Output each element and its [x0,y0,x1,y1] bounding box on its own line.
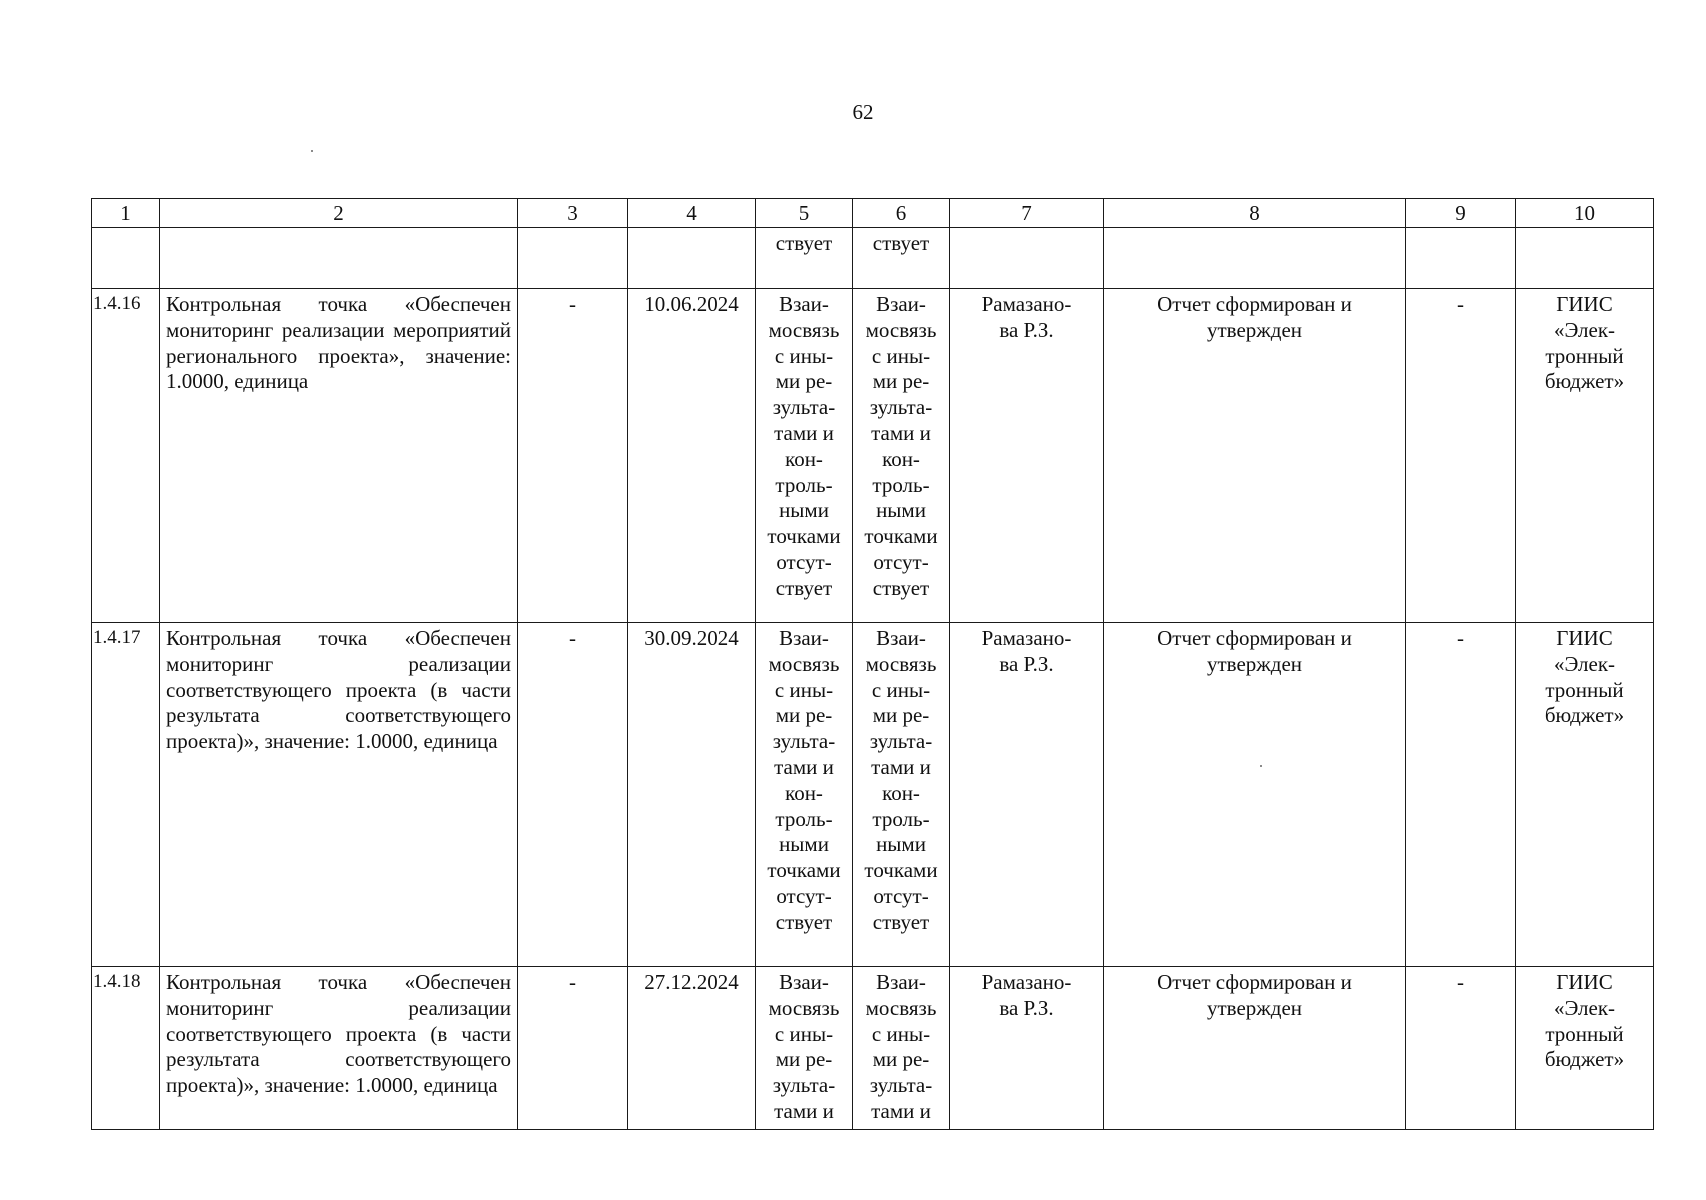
information-system: ГИИС «Элек- тронный бюджет» [1544,626,1625,728]
continuation-text: ствует [775,231,833,255]
plan-table [91,198,1654,1130]
due-date: 27.12.2024 [644,970,739,994]
result-description: Отчет сформирован и утвержден [1157,292,1352,342]
responsible-person: Рамазано- ва Р.З. [981,970,1072,1020]
checkpoint-description: Контрольная точка «Обеспечен мониторинг реализации соответствующего проекта (в части результата соответствующего проекта)», значение: 1.0000, единица [166,626,511,754]
relation-text-col5: Взаи- мосвязь с ины- ми ре- зульта- тами и [768,970,840,1123]
column-3-value: - [569,970,576,994]
column-number: 4 [628,199,756,228]
column-9-value: - [1457,292,1464,316]
checkpoint-description: Контрольная точка «Обеспечен мониторинг реализации соответствующего проекта (в части результата соответствующего проекта)», значение: 1.0000, единица [166,970,511,1098]
column-number-row [92,199,1654,228]
relation-text-col5: Взаи- мосвязь с ины- ми ре- зульта- тами и кон- троль- ными точками отсут- ствует [767,292,841,600]
relation-text-col6: Взаи- мосвязь с ины- ми ре- зульта- тами и [865,970,937,1123]
column-number: 8 [1104,199,1406,228]
row-number: 1.4.17 [93,627,141,648]
relation-text-col6: Взаи- мосвязь с ины- ми ре- зульта- тами и кон- троль- ными точками отсут- ствует [864,626,938,934]
column-9-value: - [1457,970,1464,994]
column-9-value: - [1457,626,1464,650]
checkpoint-description: Контрольная точка «Обеспечен мониторинг реализации мероприятий регионального проекта», значение: 1.0000, единица [166,292,511,394]
relation-text-col6: Взаи- мосвязь с ины- ми ре- зульта- тами и кон- троль- ными точками отсут- ствует [864,292,938,600]
continuation-text: ствует [872,231,930,255]
column-number: 1 [92,199,160,228]
information-system: ГИИС «Элек- тронный бюджет» [1544,970,1625,1072]
due-date: 30.09.2024 [644,626,739,650]
column-number: 2 [160,199,518,228]
relation-text-col5: Взаи- мосвязь с ины- ми ре- зульта- тами и кон- троль- ными точками отсут- ствует [767,626,841,934]
column-number: 3 [518,199,628,228]
column-3-value: - [569,292,576,316]
column-number: 10 [1516,199,1654,228]
column-number: 6 [853,199,950,228]
responsible-person: Рамазано- ва Р.З. [981,292,1072,342]
column-number: 7 [950,199,1104,228]
row-number: 1.4.18 [93,971,141,992]
table-row [92,623,1654,967]
continuation-row [92,228,1654,289]
column-number: 5 [756,199,853,228]
table-row [92,967,1654,1130]
result-description: Отчет сформирован и утвержден [1157,626,1352,676]
table-row [92,289,1654,623]
row-number: 1.4.16 [93,293,141,314]
result-description: Отчет сформирован и утвержден [1157,970,1352,1020]
page-number: 62 [852,100,874,124]
responsible-person: Рамазано- ва Р.З. [981,626,1072,676]
information-system: ГИИС «Элек- тронный бюджет» [1544,292,1625,394]
due-date: 10.06.2024 [644,292,739,316]
column-3-value: - [569,626,576,650]
scan-speck [311,150,313,152]
column-number: 9 [1406,199,1516,228]
